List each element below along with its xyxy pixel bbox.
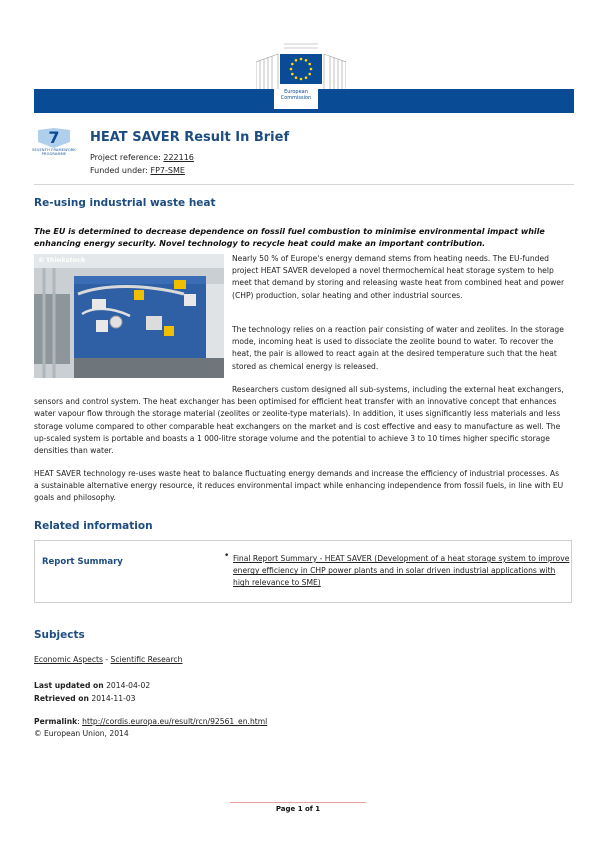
last-updated-value: 2014-04-02	[106, 681, 151, 690]
ec-label-line1: European	[284, 89, 308, 95]
subject-separator: -	[102, 655, 111, 664]
project-reference-link[interactable]: 222116	[163, 153, 194, 162]
permalink-url[interactable]: http://cordis.europa.eu/result/rcn/92561_en.html	[82, 717, 268, 726]
funded-under	[90, 166, 185, 175]
image-credit: © thinkstock	[38, 256, 86, 264]
svg-text:7: 7	[48, 128, 60, 147]
bullet-icon: •	[224, 551, 230, 561]
report-summary-label: Report Summary	[42, 557, 123, 567]
paragraph-3: Researchers custom designed all sub-systems, including the external heat exchangers, sensors and control system. The heat exchanger has been optimised for efficient heat transfer with an innovative concept that enhances water vapour flow through the storage material (zeolites or zeolite-type materials). In addition, it uses significantly less materials and less storage volume compared to other comparable heat exchangers on the market and is cost effective and easy to manufacture as well. The up-scaled system is portable and boasts a 1 000-litre storage volume and the potential to achieve 3 to 10 times higher specific storage densities than water.	[34, 385, 564, 456]
divider	[34, 184, 574, 185]
fp7-label: SEVENTH FRAMEWORK PROGRAMME	[32, 148, 76, 156]
funded-under-link[interactable]: FP7-SME	[150, 166, 185, 175]
retrieved-on	[34, 694, 136, 703]
article-heading: Re-using industrial waste heat	[34, 197, 216, 209]
page-number: Page 1 of 1	[275, 805, 321, 813]
copyright: © European Union, 2014	[34, 729, 129, 738]
retrieved-label: Retrieved on	[34, 694, 89, 703]
subjects-heading: Subjects	[34, 629, 85, 641]
paragraph-1: Nearly 50 % of Europe's energy demand stems from heating needs. The EU-funded project HEAT SAVER developed a novel thermochemical heat storage system to help meet that demand by storing and releasing waste heat from combined heat and power (CHP) production, solar heating and other industrial sources.	[232, 254, 565, 300]
permalink: Permalink: http://cordis.europa.eu/result/rcn/92561_en.html	[34, 717, 268, 726]
footer-rule	[230, 802, 366, 803]
subject-economic-aspects[interactable]: Economic Aspects	[34, 655, 103, 664]
ec-label	[274, 89, 318, 101]
retrieved-value: 2014-11-03	[91, 694, 136, 703]
permalink-label: Permalink	[34, 717, 78, 726]
related-heading: Related information	[34, 520, 153, 532]
subjects-list	[34, 655, 182, 664]
report-summary-link[interactable]: Final Report Summary - HEAT SAVER (Development of a heat storage system to improve energy efficiency in CHP power plants and in solar driven industrial applications with high relevance to SME)	[233, 554, 570, 588]
subject-scientific-research[interactable]: Scientific Research	[110, 655, 183, 664]
ec-label-line2: Commission	[280, 95, 312, 101]
project-reference	[90, 153, 194, 162]
last-updated-label: Last updated on	[34, 681, 104, 690]
paragraph-4: HEAT SAVER technology re-uses waste heat to balance fluctuating energy demands and increase the efficiency of industrial processes. As a sustainable alternative energy resource, it reduces environmental impact while enhancing independence from fossil fuels, in line with EU goals and philosophy.	[34, 469, 564, 503]
project-reference-label: Project reference:	[90, 153, 161, 162]
funded-under-label: Funded under:	[90, 166, 148, 175]
last-updated	[34, 681, 150, 690]
page-title: HEAT SAVER Result In Brief	[90, 130, 290, 145]
article-lead: The EU is determined to decrease dependence on fossil fuel combustion to minimise environmental impact while enhancing energy security. Novel technology to recycle heat could make an important contribution.	[34, 227, 545, 248]
paragraph-2: The technology relies on a reaction pair consisting of water and zeolites. In the storage mode, incoming heat is used to dissociate the zeolite bound to water. To recover the heat, the pair is allowed to react again at the desired temperature such that the heat stored as chemical energy is released.	[232, 325, 564, 371]
heat-storage-photo	[34, 254, 224, 378]
